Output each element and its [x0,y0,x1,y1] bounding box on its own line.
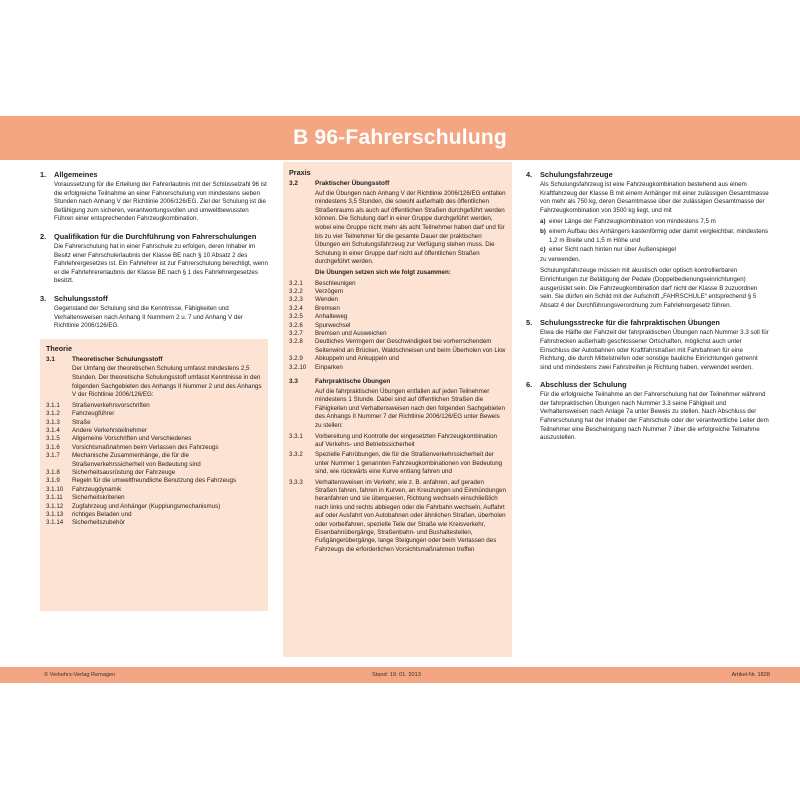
list-item [46,444,262,452]
item-text: Vorsichtsmaßnahmen beim Verlassen des Fahrzeugs [72,443,219,451]
item-number: 3.2.5 [289,313,303,321]
footer-date: Stand: 19. 01. 2013 [372,672,421,678]
list-item [46,477,262,485]
item-text: Bremsen [315,304,340,312]
section-allgemeines [40,170,268,224]
theory-box [40,339,268,611]
list-item [46,511,262,519]
list-item [289,433,506,450]
item-text: Bremsen und Ausweichen [315,329,387,337]
section-number: 3. [40,293,47,303]
section-qualifikation [40,232,268,286]
list-item [289,305,506,313]
column-middle-praxis-box [283,162,512,657]
section-text: zu verwenden. [540,255,581,263]
subsection-number: 3.2 [289,180,298,187]
requirement-text: einer Sicht nach hinten nur über Außenspiegel [549,246,676,254]
item-number: 3.3.3 [289,478,303,486]
item-text: Sicherheitskriterien [72,494,125,502]
requirement-text: einem Aufbau des Anhängers kastenförmig oder damit vergleichbar, mindestens 1,2 m Breite und 1,5 m Höhe und [549,227,769,244]
section-title: Qualifikation für die Durchführung von Fahrerschulungen [54,231,257,241]
item-text: Deutliches Verringern der Geschwindigkeit bei vorherrschendem Seitenwind an Brücken, Waldschneisen und beim Überholen von Lkw [315,338,506,354]
item-text: Abkuppeln und Ankuppeln und [315,355,399,363]
item-text: Spezielle Fahrübungen, die für die Straßenverkehrssicherheit der unter Nummer 1 genannten Fahrzeugkombinationen von Bedeutung sind, wie rückwärts eine Kurve entlang fahren und [315,451,503,476]
item-text: Beschleunigen [315,279,356,287]
list-item [289,280,506,288]
list-item [46,435,262,443]
item-number: 3.2.8 [289,338,303,346]
item-text: Verzögern [315,287,344,295]
list-item [46,452,262,469]
list-item [289,330,506,338]
footer-bar [0,667,800,683]
section-schulungsstoff [40,294,268,331]
item-number: 3.1.6 [46,443,60,451]
praxis-title: Praxis [289,168,311,177]
list-item [46,494,262,502]
section-title: Schulungsstoff [54,293,108,303]
section-number: 6. [526,380,533,390]
title-banner [0,116,800,160]
subsection-number: 3.3 [289,378,298,385]
requirement-item [540,228,770,245]
section-abschluss [526,380,770,443]
list-item [46,419,262,427]
item-number: 3.2.4 [289,304,303,312]
item-text: Sicherheitszubehör [72,519,125,527]
subsection-text: Auf die fahrpraktischen Übungen entfallen auf jeden Teilnehmer mindestens 1 Stunde. Dabei sind auf öffentlichen Straßen die Fähigkeiten und Verhaltensweisen nach den folgenden Sachgebieten des Anhangs II Nummer 7 der Richtlinie 2006/126/EG unter Beweis zu stellen: [315,387,505,429]
requirement-letter: a) [540,218,546,226]
section-title: Schulungsfahrzeuge [540,170,613,179]
item-text: Spurwechsel [315,321,351,329]
item-number: 3.1.7 [46,452,60,460]
item-number: 3.3.1 [289,432,303,440]
list-item [46,486,262,494]
section-number: 2. [40,231,47,241]
item-text: Straßenverkehrsvorschriften [72,401,150,409]
item-number: 3.2.6 [289,321,303,329]
section-text: Für die erfolgreiche Teilnahme an der Fahrerschulung hat der Teilnehmer während der fahrpraktischen Übungen nach Nummer 3.3 seine Fähigkeit und Verhaltensweisen nach Anlage 7a unter Beweis zu stellen. Nach Abschluss der Fahrerschulung hat der Inhaber der Fahrschule oder der verantwortliche Leiter dem Teilnehmer eine Bescheinigung nach Nummer 7 über die erfolgreiche Teilnahme auszustellen. [540,391,769,442]
item-text: Andere Verkehrsteilnehmer [72,426,147,434]
section-title: Schulungsstrecke für die fahrpraktischen Übungen [540,318,720,328]
list-item [46,402,262,410]
section-number: 5. [526,318,533,328]
section-title: Allgemeines [54,170,98,179]
driving-item-list [289,433,506,555]
section-text: Gegenstand der Schulung sind die Kenntnisse, Fähigkeiten und Verhaltensweisen nach Anhang II Nummern 2 u. 7 und Anhang V der Richtlinie 2006/126/EG. [54,304,243,330]
item-number: 3.2.10 [289,363,307,371]
requirement-item [540,246,770,255]
item-number: 3.1.2 [46,410,60,418]
item-text: Fahrzeugdynamik [72,485,122,493]
subsection-title: Praktischer Übungsstoff [315,180,390,187]
list-item [46,519,262,527]
item-number: 3.2.2 [289,287,303,295]
list-item [46,427,262,435]
item-text: Zugfahrzeug und Anhänger (Kupplungsmechanismus) [72,502,221,510]
item-text: Sicherheitsausrüstung der Fahrzeuge [72,468,176,476]
subsection-number: 3.1 [46,355,55,363]
section-number: 4. [526,170,533,179]
requirement-letter: c) [540,246,546,254]
item-text: Regeln für die umweltfreundliche Benutzung des Fahrzeugs [72,477,237,485]
item-number: 3.3.2 [289,451,303,459]
list-item [289,479,506,555]
practice-item-list [289,280,506,372]
subsection-text: Der Umfang der theoretischen Schulung umfasst mindestens 2,5 Stunden. Der theoretische Schulungsstoff umfasst Kenntnisse in den folgenden Sachgebieten des Anhangs II Nummer 2 und des Anhangs V der Richtlinie 2006/126/EG: [72,365,262,399]
item-text: Straße [72,418,91,426]
item-text: Anhalteweg [315,313,348,321]
item-number: 3.1.10 [46,485,64,493]
list-intro: Die Übungen setzen sich wie folgt zusammen: [315,268,451,276]
item-number: 3.1.5 [46,435,60,443]
item-text: richtiges Beladen und [72,510,132,518]
list-item [46,469,262,477]
item-text: Allgemeine Vorschriften und Verschiedenes [72,435,192,443]
list-item [289,451,506,476]
requirement-item [540,218,770,227]
column-left [40,170,268,611]
footer-publisher: © Verkehrs-Verlag Remagen [44,672,116,678]
item-number: 3.2.9 [289,355,303,363]
footer-article-number: Artikel-Nr. 1828 [731,672,770,678]
item-number: 3.1.1 [46,401,60,409]
list-item [289,288,506,296]
requirement-text: einer Länge der Fahrzeugkombination von mindestens 7,5 m [549,218,716,226]
item-number: 3.1.8 [46,468,60,476]
requirement-list [540,218,770,254]
theory-item-list [46,402,262,528]
item-text: Wenden [315,296,338,304]
item-text: Mechanische Zusammenhänge, die für die Straßenverkehrssicherheit von Bedeutung sind [72,452,201,468]
list-item [289,355,506,363]
section-text: Schulungsfahrzeuge müssen mit akustisch oder optisch kontrollierbaren Einrichtungen zur Betätigung der Pedale (Doppelbedienungseinrichtungen) ausgerüstet sein. Die Fahrzeugkombination darf nicht der Klasse B zuzuordnen sein. Sie dürfen ein Schild mit der Aufschrift „FAHRSCHULE“ entsprechend § 5 Absatz 4 der Durchführungsverordnung zum Fahrlehrergesetz führen. [540,267,758,309]
section-text: Etwa die Hälfte der Fahrzeit der fahrpraktischen Übungen nach Nummer 3.3 soll für Fahrstrecken außerhalb geschlossener Ortschaften, möglichst auch unter Einschluss der Autobahnen oder Kraftfahrstraßen mit Fahrbahnen für eine Richtung, die durch Mittelstreifen oder sonstige bauliche Einrichtungen getrennt sind und mindestens zwei Fahrstreifen je Richtung haben, verwendet werden. [540,329,769,371]
list-item [46,410,262,418]
subsection-title: Theoretischer Schulungsstoff [72,355,163,363]
item-number: 3.1.14 [46,519,64,527]
list-item [289,364,506,372]
item-text: Vorbereitung und Kontrolle der eingesetzten Fahrzeugkombination auf Verkehrs- und Betriebssicherheit [315,432,497,448]
item-number: 3.1.11 [46,494,63,502]
requirement-letter: b) [540,227,546,235]
subsection-text: Auf die Übungen nach Anhang V der Richtlinie 2006/126/EG entfallen mindestens 3,5 Stunden, die sowohl außerhalb des öffentlichen Straßenraums als auch auf öffentlichen Straßen durchgeführt werden können. Die Schulung darf in einer Gruppe durchgeführt werden, wobei eine Gruppe nicht mehr als acht Teilnehmer haben darf und für bis zu vier Teilnehmer für die gesamte Dauer der praktischen Übungen ein Schulungsfahrzeug zur Verfügung stehen muss. Die Schulung in einer Gruppe darf nicht auf öffentlichen Straßen durchgeführt werden. [315,189,506,266]
section-title: Abschluss der Schulung [540,380,627,390]
item-number: 3.1.9 [46,477,60,485]
list-item [289,313,506,321]
item-number: 3.1.13 [46,510,64,518]
item-text: Fahrzeugführer [72,410,115,418]
item-number: 3.1.12 [46,502,64,510]
section-schulungsfahrzeuge [526,170,770,310]
item-number: 3.2.7 [289,329,303,337]
list-item [46,503,262,511]
subsection-title: Fahrpraktische Übungen [315,378,391,385]
item-number: 3.2.3 [289,296,303,304]
item-text: Verhaltensweisen im Verkehr, wie z. B. anfahren, auf geraden Straßen fahren, fahren in Kurven, an Kreuzungen und Einmündungen heranfahren und sie überqueren, Richtung wechseln einschließlich nach links und rechts abbiegen oder die Fahrbahn wechseln, Auffahrt auf oder Ausfahrt von Autobahnen oder ähnlichen Straßen, überholen oder vorbeifahren, spezielle Teile der Straße wie Kreisverkehr, Eisenbahnübergänge, Straßenbahn- und Bushaltestellen, Fußgängerübergänge, lange Steigungen oder beim Verlassen des Fahrzeugs die erforderlichen Vorsichtsmaßnahmen treffen [315,478,506,553]
section-text: Voraussetzung für die Erteilung der Fahrerlaubnis mit der Schlüsselzahl 96 ist die erfolgreiche Teilnahme an einer Fahrerschulung von mindestens sieben Stunden nach Anhang V der Richtlinie 2006/126/EG. Ziel der Schulung ist die Befähigung zum sicheren, verantwortungsvollen und umweltbewussten Führen einer entsprechenden Fahrzeugkombination. [54,181,267,223]
list-item [289,338,506,355]
item-text: Einparken [315,363,343,371]
item-number: 3.1.4 [46,426,60,434]
section-text: Als Schulungsfahrzeug ist eine Fahrzeugkombination bestehend aus einem Kraftfahrzeug der Klasse B mit einem Anhänger mit einer zulässigen Gesamtmasse von mehr als 750 kg, deren Gesamtmasse über der zulässigen Gesamtmasse der Fahrzeugkombination von 3500 kg liegt, und mit [540,181,769,214]
list-item [289,322,506,330]
list-item [289,296,506,304]
item-number: 3.2.1 [289,279,303,287]
section-schulungsstrecke [526,318,770,372]
section-number: 1. [40,170,47,179]
item-number: 3.1.3 [46,418,60,426]
section-text: Die Fahrerschulung hat in einer Fahrschule zu erfolgen, deren Inhaber im Besitz einer Fahrschulerlaubnis der Klasse BE nach § 10 Absatz 2 des Fahrlehrergesetzes ist. Ein Fahrlehrer ist zur Fahrerschulung berechtigt, wenn er die Fahrlehrererlaubnis der Klasse BE nach § 1 des Fahrlehrergesetzes besitzt. [54,242,268,285]
column-right [526,170,770,451]
theory-title: Theorie [46,343,72,353]
page-title: B 96-Fahrerschulung [293,126,507,149]
